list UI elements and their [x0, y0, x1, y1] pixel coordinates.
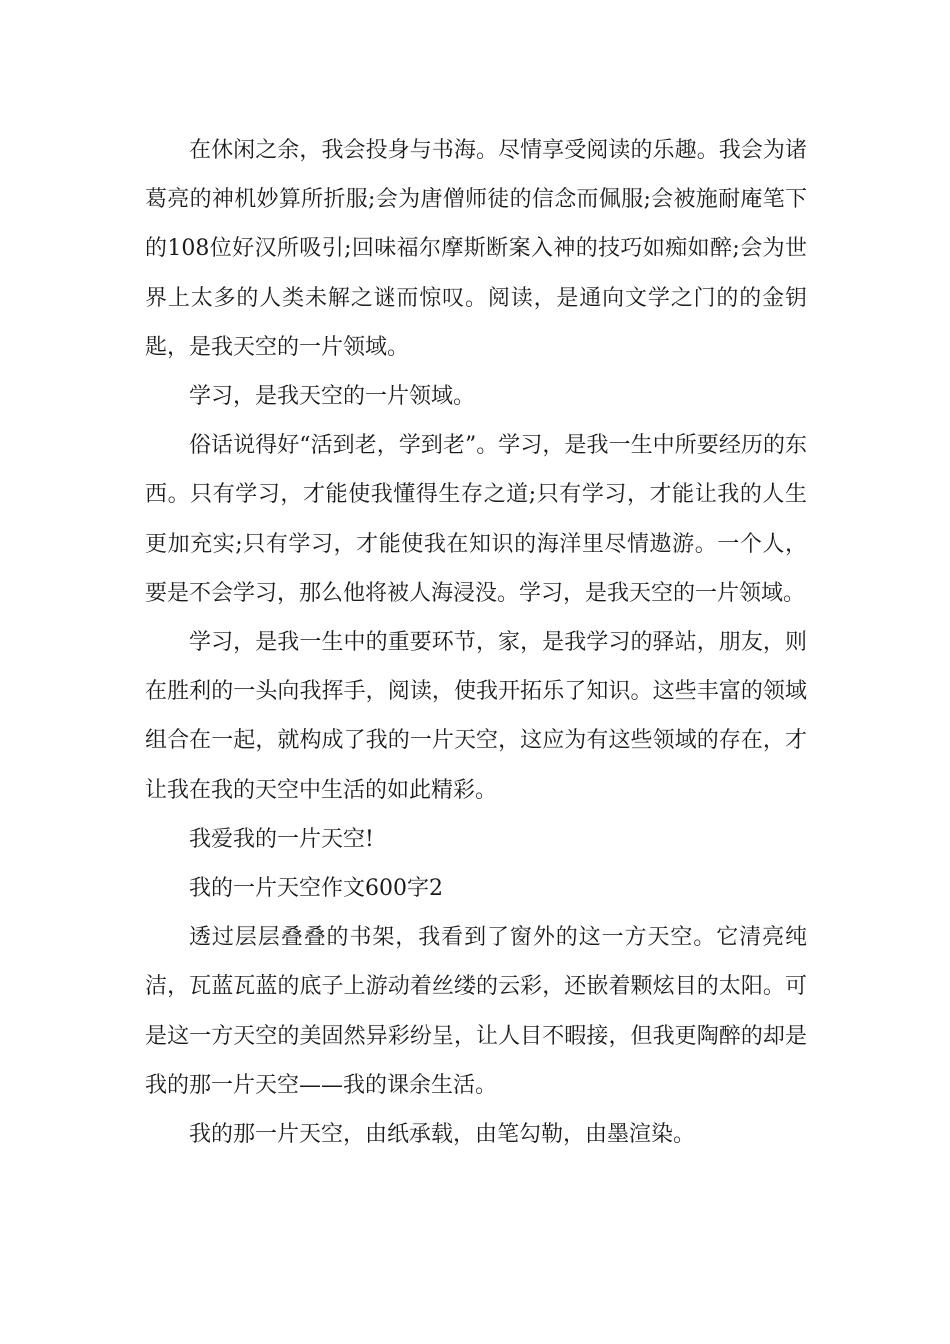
- essay-heading: 我的一片天空作文600字2: [189, 876, 443, 902]
- document-body: [145, 126, 807, 1159]
- paragraph-proverb: 俗话说得好“活到老，学到老”。学习，是我一生中所要经历的东西。只有学习，才能使我懂得生存之道;只有学习，才能让我的人生更加充实;只有学习，才能使我在知识的海洋里尽情遨游。一个人，要是不会学习，那么他将被人海浸没。学习，是我天空的一片领域。: [145, 433, 807, 606]
- paragraph-paper-sky: 我的那一片天空，由纸承载，由笔勾勒，由墨渲染。: [189, 1122, 696, 1148]
- paragraph-learning-summary: 学习，是我一生中的重要环节，家，是我学习的驿站，朋友，则在胜利的一头向我挥手，阅读，使我开拓乐了知识。这些丰富的领域组合在一起，就构成了我的一片天空，这应为有这些领域的存在，才让我在我的天空中生活的如此精彩。: [145, 630, 807, 803]
- paragraph-love-sky: 我爱我的一片天空!: [189, 826, 374, 852]
- paragraph-window-sky: 透过层层叠叠的书架，我看到了窗外的这一方天空。它清亮纯洁，瓦蓝瓦蓝的底子上游动着丝缕的云彩，还嵌着颗炫目的太阳。可是这一方天空的美固然异彩纷呈，让人目不暇接，但我更陶醉的却是我的那一片天空——我的课余生活。: [145, 925, 807, 1098]
- paragraph-reading: 在休闲之余，我会投身与书海。尽情享受阅读的乐趣。我会为诸葛亮的神机妙算所折服;会为唐僧师徒的信念而佩服;会被施耐庵笔下的108位好汉所吸引;回味福尔摩斯断案入神的技巧如痴如醉;会为世界上太多的人类未解之谜而惊叹。阅读，是通向文学之门的的金钥匙，是我天空的一片领域。: [145, 138, 807, 360]
- paragraph-learning-intro: 学习，是我天空的一片领域。: [189, 384, 476, 410]
